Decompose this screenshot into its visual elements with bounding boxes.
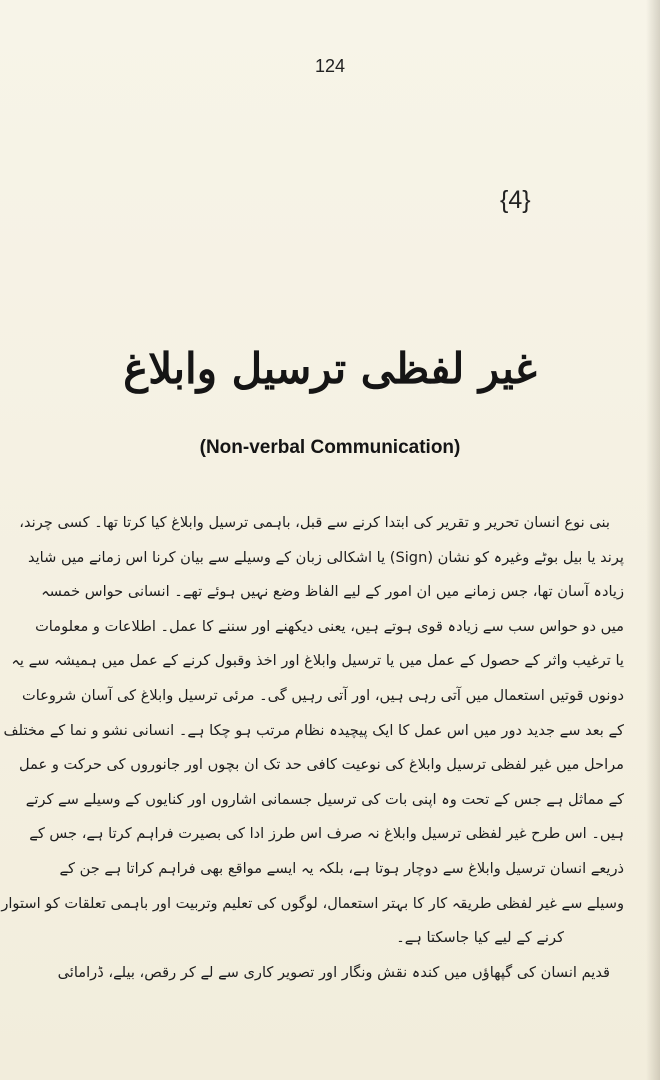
body-line: زیادہ آسان تھا، جس زمانے میں ان امور کے لیے الفاظ وضع نہیں ہوئے تھے۔ انسانی حواس خمسہ [41, 583, 624, 601]
body-line: کرنے کے لیے کیا جاسکتا ہے۔ [396, 929, 564, 947]
body-line: وسیلے سے غیر لفظی طریقہ کار کا بہتر استعمال، لوگوں کی تعلیم وتربیت اور باہمی تعلقات کو استوار [1, 894, 624, 912]
chapter-title-english: (Non-verbal Communication) [199, 437, 461, 458]
body-line: مراحل میں غیر لفظی ترسیل وابلاغ کی نوعیت کافی حد تک ان بچوں اور جانوروں کی حرکت و عمل [19, 756, 624, 774]
body-paragraphs [1, 506, 624, 990]
page-edge-shadow [646, 0, 660, 1080]
chapter-number: {4} [500, 186, 531, 214]
body-line: ہیں۔ اس طرح غیر لفظی ترسیل وابلاغ نہ صرف اس طرز ادا کی بصیرت فراہم کرتا ہے، جس کے [29, 825, 624, 843]
body-line: ذریعے انسان ترسیل وابلاغ سے دوچار ہوتا ہے، بلکہ یہ ایسے مواقع بھی فراہم کراتا ہے جن کے [59, 859, 624, 877]
body-line: بنی نوع انسان تحریر و تقریر کی ابتدا کرنے سے قبل، باہمی ترسیل وابلاغ کیا کرتا تھا۔ کسی چرند، [19, 514, 610, 531]
body-line: یا ترغیب واثر کے حصول کے عمل میں یا ترسیل وابلاغ اور اخذ وقبول کرنے کے عمل میں ہمیشہ سے یہ [11, 652, 624, 670]
body-line: کے بعد سے جدید دور میں اس عمل کا ایک پیچیدہ نظام مرتب ہو چکا ہے۔ انسانی نشو و نما کے مختلف [3, 721, 624, 739]
body-line: دونوں قوتیں استعمال میں آتی رہی ہیں، اور آتی رہیں گی۔ مرئی ترسیل وابلاغ کی آسان شروعات [22, 686, 624, 704]
body-line: قدیم انسان کی گپھاؤں میں کندہ نقش ونگار اور تصویر کاری سے لے کر رقص، بیلے، ڈرامائی [57, 963, 610, 981]
page-number: 124 [314, 56, 346, 76]
chapter-title-urdu: غیر لفظی ترسیل وابلاغ [123, 344, 537, 393]
body-line: کے مماثل ہے جس کے تحت وہ اپنی بات کی ترسیل جسمانی اشاروں اور کنایوں کے وسیلے سے کرتے [25, 790, 624, 808]
body-line: میں دو حواس سب سے زیادہ قوی ہوتے ہیں، یعنی دیکھنے اور سننے کا عمل۔ اطلاعات و معلومات [35, 617, 624, 635]
body-line: پرند یا بیل بوٹے وغیرہ کو نشان (Sign) یا اشکالی زبان کے وسیلے سے بیان کرنا اس زمانے میں شاید [27, 548, 624, 566]
